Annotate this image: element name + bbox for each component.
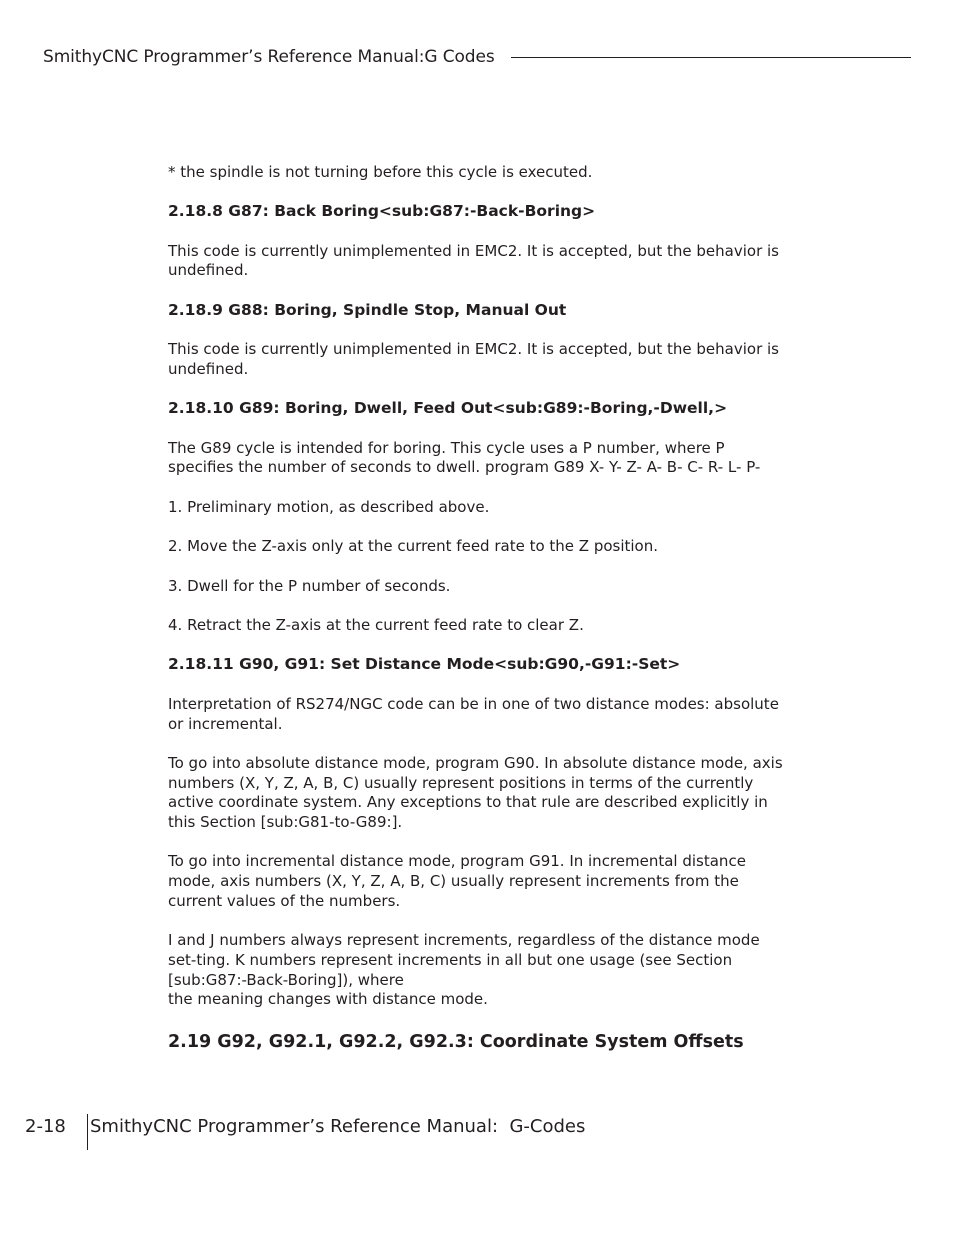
header-rule [511,57,911,58]
paragraph: To go into incremental distance mode, program G91. In incremental distance mode, axis numbers (X, Y, Z, A, B, C) usually represent increments from the current values of the numbers. [168,852,746,910]
section-heading-g92: 2.19 G92, G92.1, G92.2, G92.3: Coordinate System Offsets [168,1031,744,1052]
paragraph-line: I and J numbers always represent increments, regardless of the distance mode set-ting. K numbers represent increments in all but one usage (see Section [sub:G87:-Back-Boring]), where [168,931,760,989]
list-item: 2. Move the Z-axis only at the current feed rate to the Z position. [168,537,659,556]
paragraph [168,931,792,1010]
list-item: 3. Dwell for the P number of seconds. [168,576,451,595]
section-heading-g89: 2.18.10 G89: Boring, Dwell, Feed Out<sub:G89:-Boring,-Dwell,> [168,399,728,418]
page-header [43,45,911,69]
section-body-g87: This code is currently unimplemented in EMC2. It is accepted, but the behavior is undefined. [168,241,779,280]
paragraph: Interpretation of RS274/NGC code can be in one of two distance modes: absolute or incremental. [168,694,779,733]
section-heading-g90-g91: 2.18.11 G90, G91: Set Distance Mode<sub:G90,-G91:-Set> [168,655,681,674]
page-content [168,163,792,1054]
footer-title: SmithyCNC Programmer’s Reference Manual: G-Codes [90,1116,586,1137]
intro-line: * the spindle is not turning before this cycle is executed. [168,163,593,181]
section-heading-g87: 2.18.8 G87: Back Boring<sub:G87:-Back-Boring> [168,202,596,221]
section-heading-g88: 2.18.9 G88: Boring, Spindle Stop, Manual Out [168,300,567,319]
paragraph: To go into absolute distance mode, program G90. In absolute distance mode, axis numbers (X, Y, Z, A, B, C) usually represent positions in terms of the currently active coordinate system. Any exceptions to that rule are described explicitly in this Section [sub:G81-to-G89:]. [168,753,783,831]
page-footer [25,1114,585,1150]
page-number: 2-18 [25,1116,66,1137]
list-item: 4. Retract the Z-axis at the current feed rate to clear Z. [168,616,584,635]
section-body-g89: The G89 cycle is intended for boring. This cycle uses a P number, where P specifies the number of seconds to dwell. program G89 X- Y- Z- A- B- C- R- L- P- [168,438,761,477]
list-item: 1. Preliminary motion, as described above. [168,497,490,516]
section-body-g88: This code is currently unimplemented in EMC2. It is accepted, but the behavior is undefined. [168,340,779,378]
paragraph-line: the meaning changes with distance mode. [168,990,488,1009]
header-title: SmithyCNC Programmer’s Reference Manual:G Codes [43,47,495,67]
